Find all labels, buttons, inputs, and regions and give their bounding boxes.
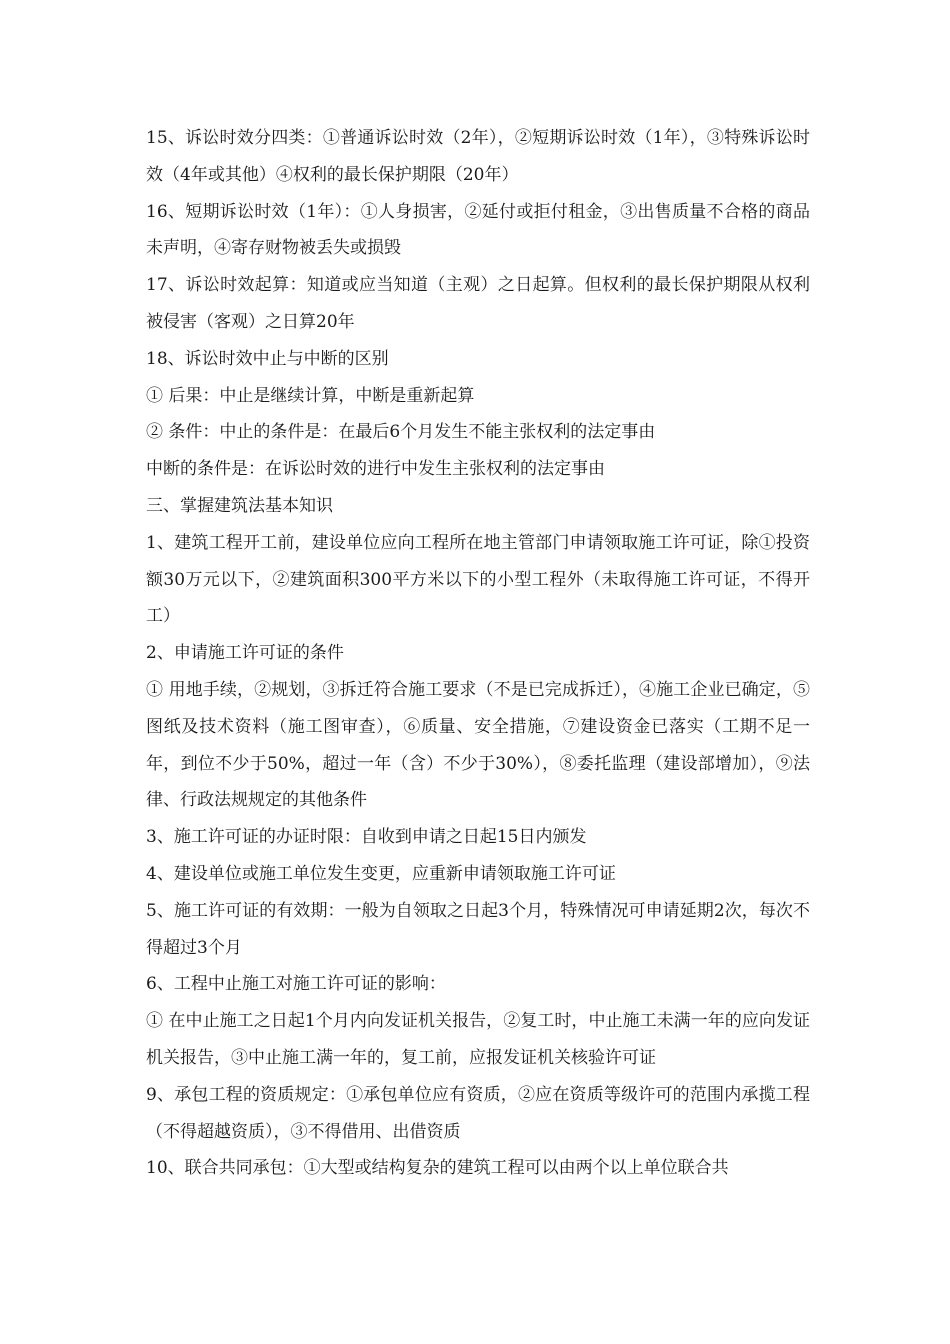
document-body bbox=[146, 120, 810, 1187]
paragraph-10-joint-contracting: 10、联合共同承包：①大型或结构复杂的建筑工程可以由两个以上单位联合共 bbox=[146, 1158, 729, 1179]
paragraph-permit-conditions-list: ① 用地手续，②规划，③拆迁符合施工要求（不是已完成拆迁），④施工企业已确定，⑤图纸及技术资料（施工图审查），⑥质量、安全措施，⑦建设资金已落实（工期不足一年，到位不少于50%，超过一年（含）不少于30%），⑧委托监理（建设部增加），⑨法律、行政法规规定的其他条件 bbox=[146, 679, 810, 811]
paragraph-2-permit-conditions: 2、申请施工许可证的条件 bbox=[146, 643, 344, 664]
paragraph-suspension-steps: ① 在中止施工之日起1个月内向发证机关报告，②复工时，中止施工未满一年的应向发证机关报告，③中止施工满一年的，复工前，应报发证机关核验许可证 bbox=[146, 1011, 810, 1068]
paragraph-consequence: ① 后果：中止是继续计算，中断是重新起算 bbox=[146, 385, 475, 406]
paragraph-interruption-condition: 中断的条件是：在诉讼时效的进行中发生主张权利的法定事由 bbox=[146, 459, 605, 480]
paragraph-15-limitation-types: 15、诉讼时效分四类：①普通诉讼时效（2年），②短期诉讼时效（1年），③特殊诉讼时效（4年或其他）④权利的最长保护期限（20年） bbox=[146, 128, 810, 185]
paragraph-condition: ② 条件：中止的条件是：在最后6个月发生不能主张权利的法定事由 bbox=[146, 422, 656, 443]
paragraph-1-construction-permit: 1、建筑工程开工前，建设单位应向工程所在地主管部门申请领取施工许可证，除①投资额30万元以下，②建筑面积300平方米以下的小型工程外（未取得施工许可证，不得开工） bbox=[146, 532, 810, 627]
paragraph-16-short-limitation: 16、短期诉讼时效（1年）：①人身损害，②延付或拒付租金，③出售质量不合格的商品未声明，④寄存财物被丢失或损毁 bbox=[146, 201, 810, 259]
paragraph-5-permit-validity: 5、施工许可证的有效期：一般为自领取之日起3个月，特殊情况可申请延期2次，每次不得超过3个月 bbox=[146, 900, 810, 958]
paragraph-18-suspension-interruption: 18、诉讼时效中止与中断的区别 bbox=[146, 348, 389, 369]
paragraph-17-limitation-start: 17、诉讼时效起算：知道或应当知道（主观）之日起算。但权利的最长保护期限从权利被侵害（客观）之日算20年 bbox=[146, 275, 810, 332]
section-heading-building-law: 三、掌握建筑法基本知识 bbox=[146, 495, 333, 516]
paragraph-3-permit-time-limit: 3、施工许可证的办证时限：自收到申请之日起15日内颁发 bbox=[146, 827, 587, 848]
paragraph-4-permit-change: 4、建设单位或施工单位发生变更，应重新申请领取施工许可证 bbox=[146, 863, 616, 884]
paragraph-6-suspension-effect: 6、工程中止施工对施工许可证的影响： bbox=[146, 974, 446, 995]
paragraph-9-qualification-rules: 9、承包工程的资质规定：①承包单位应有资质，②应在资质等级许可的范围内承揽工程（不得超越资质），③不得借用、出借资质 bbox=[146, 1084, 810, 1142]
